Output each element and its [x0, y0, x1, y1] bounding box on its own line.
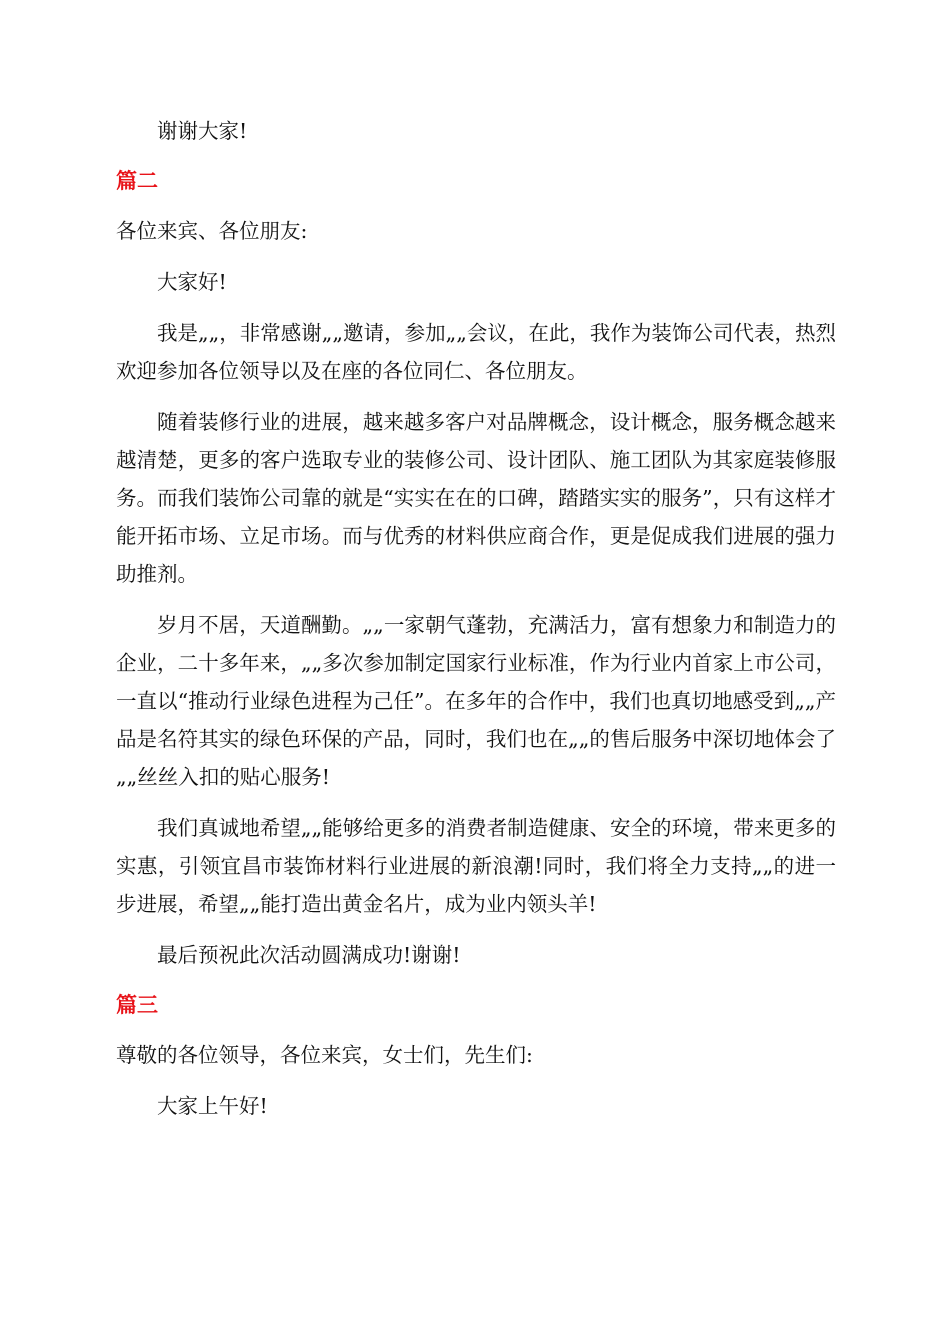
section-heading-part-two: 篇二 — [116, 169, 158, 193]
greeting: 大家好! — [157, 270, 227, 294]
document-body — [116, 112, 836, 1125]
partner-paragraph: 岁月不居，天道酬勤。„„一家朝气蓬勃，充满活力，富有想象力和制造力的企业，二十多年来，„„多次参加制定国家行业标准，作为行业内首家上市公司，一直以“推动行业绿色进程为己任”。在多年的合作中，我们也真切地感受到„„产品是名符其实的绿色环保的产品，同时，我们也在„„的售后服务中深切地体会了„„丝丝入扣的贴心服务! — [116, 613, 836, 789]
section-heading-part-three: 篇三 — [116, 993, 158, 1017]
final-wish: 最后预祝此次活动圆满成功!谢谢! — [157, 943, 461, 967]
salutation-part-three: 尊敬的各位领导，各位来宾，女士们，先生们: — [116, 1043, 533, 1067]
industry-paragraph: 随着装修行业的进展，越来越多客户对品牌概念，设计概念，服务概念越来越清楚，更多的客户选取专业的装修公司、设计团队、施工团队为其家庭装修服务。而我们装饰公司靠的就是“实实在在的口碑，踏踏实实的服务”，只有这样才能开拓市场、立足市场。而与优秀的材料供应商合作，更是促成我们进展的强力助推剂。 — [116, 410, 836, 586]
hope-paragraph: 我们真诚地希望„„能够给更多的消费者制造健康、安全的环境，带来更多的实惠，引领宜昌市装饰材料行业进展的新浪潮!同时，我们将全力支持„„的进一步进展，希望„„能打造出黄金名片，成为业内领头羊! — [116, 816, 836, 916]
greeting-part-three: 大家上午好! — [157, 1094, 268, 1118]
closing-thanks: 谢谢大家! — [157, 119, 248, 143]
intro-paragraph: 我是„„，非常感谢„„邀请，参加„„会议，在此，我作为装饰公司代表，热烈欢迎参加各位领导以及在座的各位同仁、各位朋友。 — [116, 321, 836, 383]
salutation: 各位来宾、各位朋友: — [116, 219, 308, 243]
